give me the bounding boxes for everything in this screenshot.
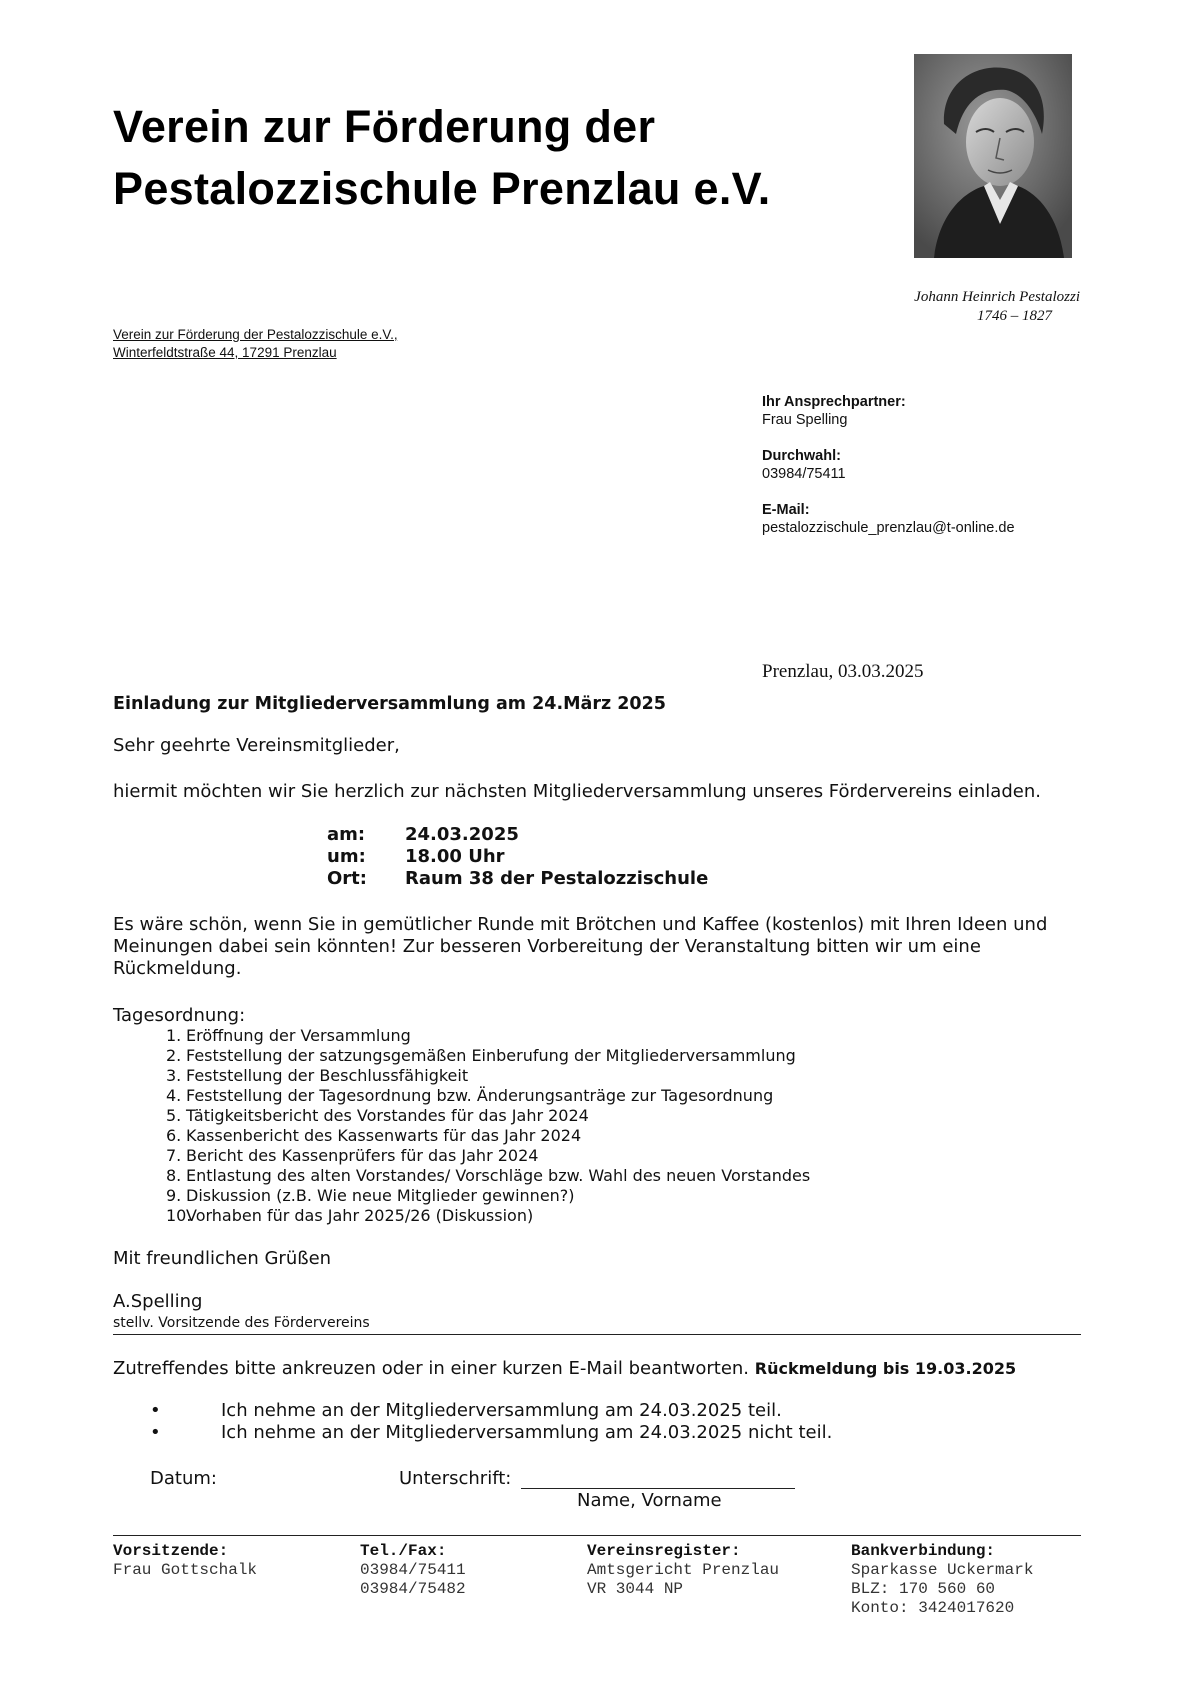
agenda-number: 9. [166, 1186, 182, 1205]
phone-label: Durchwahl: [762, 448, 841, 464]
agenda-text: Feststellung der Beschlussfähigkeit [186, 1066, 469, 1085]
detail-row-location [327, 868, 708, 890]
footer-chair [113, 1542, 257, 1580]
detail-value: 24.03.2025 [405, 824, 519, 845]
footer-register-court: Amtsgericht Prenzlau [587, 1561, 780, 1579]
agenda-item [140, 1146, 810, 1166]
agenda-item [140, 1066, 810, 1086]
closing: Mit freundlichen Grüßen [113, 1248, 332, 1269]
pestalozzi-portrait [914, 54, 1072, 258]
name-field-label: Name, Vorname [577, 1490, 722, 1511]
footer-bank-blz: BLZ: 170 560 60 [851, 1580, 996, 1598]
agenda-number: 4. [166, 1086, 182, 1105]
agenda-title: Tagesordnung: [113, 1005, 246, 1026]
signer-name: A.Spelling [113, 1291, 203, 1312]
detail-value: 18.00 Uhr [405, 846, 505, 867]
reply-deadline: Rückmeldung bis 19.03.2025 [754, 1359, 1017, 1378]
phone-value: 03984/75411 [762, 466, 846, 482]
footer-chair-value: Frau Gottschalk [113, 1561, 258, 1579]
reply-options [150, 1400, 832, 1444]
footer-phone-1: 03984/75411 [360, 1561, 466, 1579]
footer-register-number: VR 3044 NP [587, 1580, 684, 1598]
meeting-details [327, 824, 708, 890]
footer-divider [113, 1535, 1081, 1536]
reply-instruction [113, 1358, 1016, 1380]
agenda-text: Bericht des Kassenprüfers für das Jahr 2024 [186, 1146, 539, 1165]
agenda-text: Entlastung des alten Vorstandes/ Vorschläge bzw. Wahl des neuen Vorstandes [186, 1166, 811, 1185]
portrait-caption-years: 1746 – 1827 [977, 308, 1052, 324]
contact-person-label: Ihr Ansprechpartner: [762, 394, 906, 410]
footer-register [587, 1542, 779, 1599]
body-paragraph: Es wäre schön, wenn Sie in gemütlicher Runde mit Brötchen und Kaffee (kostenlos) mit Ihren Ideen und Meinungen dabei sein könnten! Zur besseren Vorbereitung der Veranstaltung bitten wir um eine Rückmeldung. [113, 914, 1048, 979]
email-value[interactable]: pestalozzischule_prenzlau@t-online.de [762, 520, 1015, 536]
agenda-item [140, 1166, 810, 1186]
footer-bank-account: Konto: 3424017620 [851, 1599, 1015, 1617]
title-line-2: Pestalozzischule Prenzlau e.V. [113, 163, 771, 214]
agenda-number: 2. [166, 1046, 182, 1065]
option-not-attend-label: Ich nehme an der Mitgliederversammlung am 24.03.2025 nicht teil. [221, 1422, 833, 1443]
footer-bank-label: Bankverbindung: [851, 1542, 996, 1560]
detail-key: Ort: [327, 868, 367, 889]
sender-line-1: Verein zur Förderung der Pestalozzischule e.V., [113, 327, 398, 342]
agenda-list [140, 1026, 810, 1226]
sender-address [113, 326, 398, 362]
agenda-number: 10. [166, 1206, 192, 1225]
date-field-label: Datum: [150, 1468, 217, 1489]
option-bullet[interactable]: • [150, 1400, 161, 1421]
contact-block [762, 393, 1015, 555]
letter-date: Prenzlau, 03.03.2025 [762, 661, 924, 682]
portrait-caption [880, 288, 1080, 326]
divider [113, 1334, 1081, 1335]
sender-line-2: Winterfeldtstraße 44, 17291 Prenzlau [113, 345, 337, 360]
detail-row-time [327, 846, 708, 868]
detail-key: um: [327, 846, 366, 867]
signer-role: stellv. Vorsitzende des Fördervereins [113, 1315, 370, 1331]
agenda-number: 6. [166, 1126, 182, 1145]
signature-line[interactable] [521, 1488, 795, 1489]
agenda-item [140, 1186, 810, 1206]
agenda-text: Kassenbericht des Kassenwarts für das Jahr 2024 [186, 1126, 582, 1145]
footer-phone [360, 1542, 466, 1599]
agenda-text: Feststellung der Tagesordnung bzw. Änderungsanträge zur Tagesordnung [186, 1086, 774, 1105]
footer-phone-label: Tel./Fax: [360, 1542, 447, 1560]
agenda-number: 3. [166, 1066, 182, 1085]
letterhead-title [113, 96, 771, 220]
title-line-1: Verein zur Förderung der [113, 101, 656, 152]
agenda-text: Diskussion (z.B. Wie neue Mitglieder gewinnen?) [186, 1186, 575, 1205]
detail-value: Raum 38 der Pestalozzischule [405, 868, 709, 889]
agenda-item [140, 1086, 810, 1106]
agenda-number: 7. [166, 1146, 182, 1165]
reply-instruction-text: Zutreffendes bitte ankreuzen oder in einer kurzen E-Mail beantworten. [113, 1358, 750, 1379]
footer-bank [851, 1542, 1033, 1618]
agenda-item [140, 1206, 810, 1226]
agenda-item [140, 1046, 810, 1066]
intro-text: hiermit möchten wir Sie herzlich zur nächsten Mitgliederversammlung unseres Fördervereins einladen. [113, 781, 1041, 802]
option-not-attend[interactable] [150, 1422, 832, 1444]
detail-key: am: [327, 824, 366, 845]
option-attend[interactable] [150, 1400, 832, 1422]
portrait-caption-name: Johann Heinrich Pestalozzi [914, 289, 1080, 305]
contact-person-value: Frau Spelling [762, 412, 848, 428]
agenda-text: Vorhaben für das Jahr 2025/26 (Diskussion) [186, 1206, 534, 1225]
footer-phone-2: 03984/75482 [360, 1580, 466, 1598]
agenda-text: Eröffnung der Versammlung [186, 1026, 411, 1045]
footer-chair-label: Vorsitzende: [113, 1542, 229, 1560]
detail-row-date [327, 824, 708, 846]
footer-register-label: Vereinsregister: [587, 1542, 741, 1560]
email-label: E-Mail: [762, 502, 810, 518]
agenda-number: 5. [166, 1106, 182, 1125]
agenda-item [140, 1126, 810, 1146]
agenda-text: Tätigkeitsbericht des Vorstandes für das Jahr 2024 [186, 1106, 589, 1125]
agenda-item [140, 1026, 810, 1046]
footer-bank-name: Sparkasse Uckermark [851, 1561, 1034, 1579]
salutation: Sehr geehrte Vereinsmitglieder, [113, 735, 400, 756]
option-attend-label: Ich nehme an der Mitgliederversammlung am 24.03.2025 teil. [221, 1400, 782, 1421]
signature-field-label: Unterschrift: [399, 1468, 512, 1489]
agenda-item [140, 1106, 810, 1126]
letter-subject: Einladung zur Mitgliederversammlung am 24.März 2025 [113, 694, 666, 714]
option-bullet[interactable]: • [150, 1422, 161, 1443]
agenda-text: Feststellung der satzungsgemäßen Einberufung der Mitgliederversammlung [186, 1046, 796, 1065]
agenda-number: 8. [166, 1166, 182, 1185]
agenda-number: 1. [166, 1026, 182, 1045]
